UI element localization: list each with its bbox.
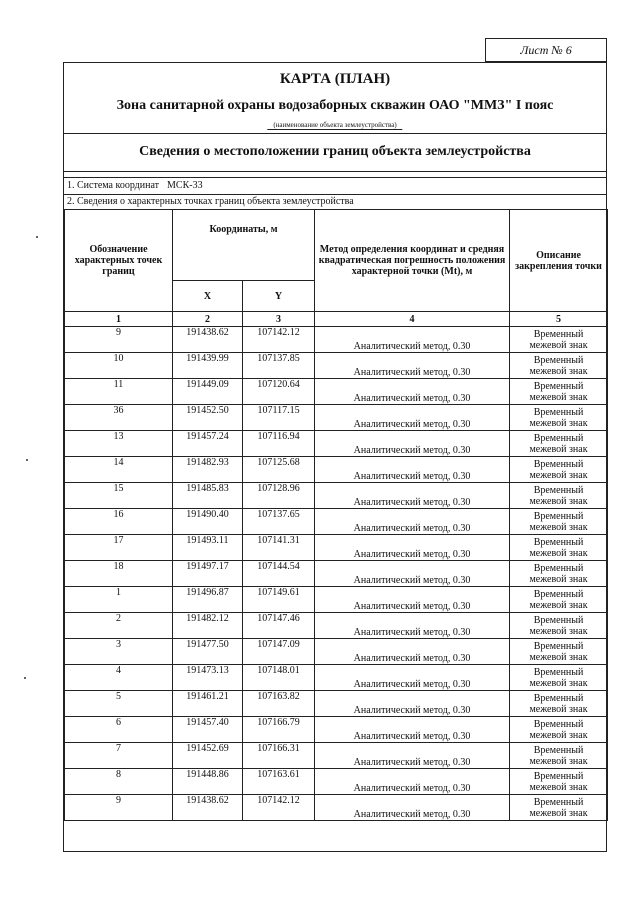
point-cell: 14 bbox=[65, 457, 173, 483]
description-cell bbox=[510, 535, 608, 561]
description-cell bbox=[510, 561, 608, 587]
description-line-2: межевой знак bbox=[529, 625, 588, 637]
description-line-2: межевой знак bbox=[529, 339, 588, 351]
point-cell: 16 bbox=[65, 509, 173, 535]
y-cell: 107142.12 bbox=[243, 327, 315, 353]
description-line-2: межевой знак bbox=[529, 599, 588, 611]
header-coords: Координаты, м bbox=[173, 210, 315, 281]
description-line-1: Временный bbox=[533, 640, 584, 652]
method-cell: Аналитический метод, 0.30 bbox=[315, 483, 510, 509]
x-cell: 191461.21 bbox=[173, 691, 243, 717]
x-cell: 191448.86 bbox=[173, 769, 243, 795]
y-cell: 107166.31 bbox=[243, 743, 315, 769]
point-cell: 36 bbox=[65, 405, 173, 431]
method-cell: Аналитический метод, 0.30 bbox=[315, 769, 510, 795]
table-row bbox=[65, 561, 608, 587]
method-cell: Аналитический метод, 0.30 bbox=[315, 561, 510, 587]
object-name-caption: (наименование объекта землеустройства) bbox=[267, 121, 402, 130]
description-cell bbox=[510, 795, 608, 821]
description-line-2: межевой знак bbox=[529, 755, 588, 767]
point-cell: 1 bbox=[65, 587, 173, 613]
description-cell bbox=[510, 483, 608, 509]
point-cell: 4 bbox=[65, 665, 173, 691]
header-num-4: 4 bbox=[315, 312, 510, 327]
header-num-1: 1 bbox=[65, 312, 173, 327]
description-line-1: Временный bbox=[533, 692, 584, 704]
scan-speck bbox=[26, 459, 28, 461]
table-row bbox=[65, 717, 608, 743]
y-cell: 107137.85 bbox=[243, 353, 315, 379]
table-row bbox=[65, 353, 608, 379]
x-cell: 191496.87 bbox=[173, 587, 243, 613]
description-cell bbox=[510, 509, 608, 535]
x-cell: 191452.69 bbox=[173, 743, 243, 769]
description-cell bbox=[510, 405, 608, 431]
x-cell: 191438.62 bbox=[173, 795, 243, 821]
point-cell: 10 bbox=[65, 353, 173, 379]
method-cell: Аналитический метод, 0.30 bbox=[315, 327, 510, 353]
x-cell: 191493.11 bbox=[173, 535, 243, 561]
x-cell: 191438.62 bbox=[173, 327, 243, 353]
y-cell: 107125.68 bbox=[243, 457, 315, 483]
description-cell bbox=[510, 587, 608, 613]
x-cell: 191477.50 bbox=[173, 639, 243, 665]
y-cell: 107141.31 bbox=[243, 535, 315, 561]
header-num-5: 5 bbox=[510, 312, 608, 327]
header-num-2: 2 bbox=[173, 312, 243, 327]
description-cell bbox=[510, 769, 608, 795]
table-row bbox=[65, 457, 608, 483]
table-row bbox=[65, 483, 608, 509]
description-cell bbox=[510, 743, 608, 769]
y-cell: 107128.96 bbox=[243, 483, 315, 509]
method-cell: Аналитический метод, 0.30 bbox=[315, 405, 510, 431]
description-line-1: Временный bbox=[533, 510, 584, 522]
method-cell: Аналитический метод, 0.30 bbox=[315, 691, 510, 717]
method-cell: Аналитический метод, 0.30 bbox=[315, 795, 510, 821]
document-frame bbox=[63, 62, 607, 852]
coordinates-table bbox=[64, 209, 608, 821]
header-x: X bbox=[173, 281, 243, 312]
description-line-1: Временный bbox=[533, 380, 584, 392]
description-cell bbox=[510, 379, 608, 405]
coordinate-system-label: 1. Система координат bbox=[67, 180, 160, 191]
description-line-1: Временный bbox=[533, 796, 584, 808]
y-cell: 107147.46 bbox=[243, 613, 315, 639]
description-cell bbox=[510, 691, 608, 717]
table-row bbox=[65, 509, 608, 535]
description-line-1: Временный bbox=[533, 770, 584, 782]
method-cell: Аналитический метод, 0.30 bbox=[315, 613, 510, 639]
title-block bbox=[64, 63, 606, 134]
scan-speck bbox=[24, 677, 26, 679]
y-cell: 107117.15 bbox=[243, 405, 315, 431]
description-line-1: Временный bbox=[533, 562, 584, 574]
point-cell: 17 bbox=[65, 535, 173, 561]
description-line-2: межевой знак bbox=[529, 573, 588, 585]
point-cell: 8 bbox=[65, 769, 173, 795]
table-row bbox=[65, 665, 608, 691]
coordinate-system-value: МСК-33 bbox=[167, 180, 203, 191]
point-cell: 6 bbox=[65, 717, 173, 743]
y-cell: 107163.61 bbox=[243, 769, 315, 795]
description-line-1: Временный bbox=[533, 666, 584, 678]
method-cell: Аналитический метод, 0.30 bbox=[315, 743, 510, 769]
description-line-2: межевой знак bbox=[529, 521, 588, 533]
y-cell: 107137.65 bbox=[243, 509, 315, 535]
description-cell bbox=[510, 717, 608, 743]
header-description: Описание закрепления точки bbox=[510, 210, 608, 312]
coordinate-system-row bbox=[64, 177, 606, 195]
method-cell: Аналитический метод, 0.30 bbox=[315, 431, 510, 457]
point-cell: 9 bbox=[65, 327, 173, 353]
description-line-1: Временный bbox=[533, 744, 584, 756]
description-line-2: межевой знак bbox=[529, 391, 588, 403]
description-line-2: межевой знак bbox=[529, 729, 588, 741]
point-cell: 18 bbox=[65, 561, 173, 587]
points-heading: 2. Сведения о характерных точках границ объекта землеустройства bbox=[67, 196, 354, 207]
x-cell: 191439.99 bbox=[173, 353, 243, 379]
table-row bbox=[65, 639, 608, 665]
point-cell: 7 bbox=[65, 743, 173, 769]
description-cell bbox=[510, 613, 608, 639]
point-cell: 11 bbox=[65, 379, 173, 405]
method-cell: Аналитический метод, 0.30 bbox=[315, 639, 510, 665]
point-cell: 15 bbox=[65, 483, 173, 509]
y-cell: 107149.61 bbox=[243, 587, 315, 613]
table-row bbox=[65, 327, 608, 353]
x-cell: 191482.93 bbox=[173, 457, 243, 483]
method-cell: Аналитический метод, 0.30 bbox=[315, 457, 510, 483]
header-y: Y bbox=[243, 281, 315, 312]
x-cell: 191490.40 bbox=[173, 509, 243, 535]
document-title: КАРТА (ПЛАН) bbox=[279, 71, 391, 87]
description-line-1: Временный bbox=[533, 484, 584, 496]
description-line-2: межевой знак bbox=[529, 807, 588, 819]
x-cell: 191497.17 bbox=[173, 561, 243, 587]
x-cell: 191449.09 bbox=[173, 379, 243, 405]
x-cell: 191485.83 bbox=[173, 483, 243, 509]
y-cell: 107148.01 bbox=[243, 665, 315, 691]
description-line-2: межевой знак bbox=[529, 443, 588, 455]
object-name: Зона санитарной охраны водозаборных скважин ОАО "ММЗ" I пояс bbox=[116, 98, 554, 113]
header-num-3: 3 bbox=[243, 312, 315, 327]
x-cell: 191452.50 bbox=[173, 405, 243, 431]
description-line-2: межевой знак bbox=[529, 417, 588, 429]
method-cell: Аналитический метод, 0.30 bbox=[315, 665, 510, 691]
y-cell: 107163.82 bbox=[243, 691, 315, 717]
section-title: Сведения о местоположении границ объекта землеустройства bbox=[64, 133, 606, 172]
table-body bbox=[65, 327, 608, 821]
description-line-2: межевой знак bbox=[529, 677, 588, 689]
table-row bbox=[65, 795, 608, 821]
description-line-2: межевой знак bbox=[529, 495, 588, 507]
description-line-1: Временный bbox=[533, 536, 584, 548]
description-line-1: Временный bbox=[533, 458, 584, 470]
description-line-1: Временный bbox=[533, 588, 584, 600]
point-cell: 5 bbox=[65, 691, 173, 717]
method-cell: Аналитический метод, 0.30 bbox=[315, 379, 510, 405]
y-cell: 107166.79 bbox=[243, 717, 315, 743]
header-method: Метод определения координат и средняя квадратическая погрешность положения характерной точки (Mt), м bbox=[315, 210, 510, 312]
point-cell: 3 bbox=[65, 639, 173, 665]
table-row bbox=[65, 743, 608, 769]
description-cell bbox=[510, 327, 608, 353]
y-cell: 107116.94 bbox=[243, 431, 315, 457]
method-cell: Аналитический метод, 0.30 bbox=[315, 509, 510, 535]
description-line-1: Временный bbox=[533, 354, 584, 366]
description-cell bbox=[510, 665, 608, 691]
description-line-2: межевой знак bbox=[529, 469, 588, 481]
x-cell: 191482.12 bbox=[173, 613, 243, 639]
table-row bbox=[65, 691, 608, 717]
description-line-2: межевой знак bbox=[529, 547, 588, 559]
description-line-1: Временный bbox=[533, 614, 584, 626]
description-line-1: Временный bbox=[533, 406, 584, 418]
point-cell: 2 bbox=[65, 613, 173, 639]
description-cell bbox=[510, 353, 608, 379]
table-row bbox=[65, 769, 608, 795]
method-cell: Аналитический метод, 0.30 bbox=[315, 535, 510, 561]
description-cell bbox=[510, 431, 608, 457]
y-cell: 107147.09 bbox=[243, 639, 315, 665]
description-line-1: Временный bbox=[533, 718, 584, 730]
description-line-2: межевой знак bbox=[529, 781, 588, 793]
sheet-number: Лист № 6 bbox=[485, 38, 607, 62]
point-cell: 13 bbox=[65, 431, 173, 457]
x-cell: 191457.24 bbox=[173, 431, 243, 457]
y-cell: 107120.64 bbox=[243, 379, 315, 405]
description-line-2: межевой знак bbox=[529, 651, 588, 663]
table-row bbox=[65, 379, 608, 405]
description-line-1: Временный bbox=[533, 432, 584, 444]
description-cell bbox=[510, 457, 608, 483]
table-row bbox=[65, 613, 608, 639]
x-cell: 191473.13 bbox=[173, 665, 243, 691]
method-cell: Аналитический метод, 0.30 bbox=[315, 717, 510, 743]
point-cell: 9 bbox=[65, 795, 173, 821]
description-line-1: Временный bbox=[533, 328, 584, 340]
header-point: Обозначение характерных точек границ bbox=[65, 210, 173, 312]
method-cell: Аналитический метод, 0.30 bbox=[315, 587, 510, 613]
x-cell: 191457.40 bbox=[173, 717, 243, 743]
description-cell bbox=[510, 639, 608, 665]
table-row bbox=[65, 587, 608, 613]
description-line-2: межевой знак bbox=[529, 703, 588, 715]
y-cell: 107144.54 bbox=[243, 561, 315, 587]
description-line-2: межевой знак bbox=[529, 365, 588, 377]
scan-speck bbox=[36, 236, 38, 238]
table-row bbox=[65, 405, 608, 431]
table-row bbox=[65, 535, 608, 561]
table-row bbox=[65, 431, 608, 457]
method-cell: Аналитический метод, 0.30 bbox=[315, 353, 510, 379]
y-cell: 107142.12 bbox=[243, 795, 315, 821]
